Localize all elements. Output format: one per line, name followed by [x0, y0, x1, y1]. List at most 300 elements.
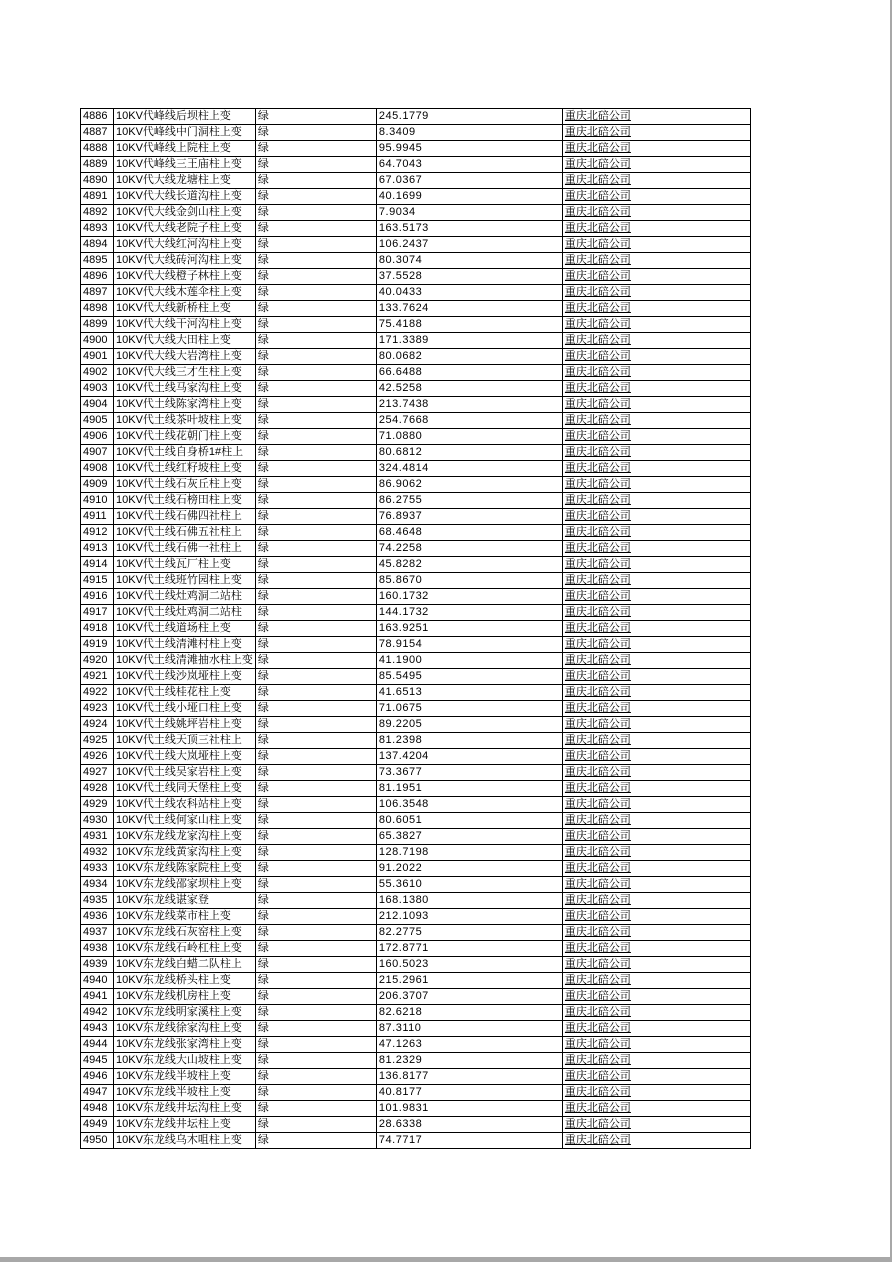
cell-line-name: 10KV代土线石佛五社柱上 — [114, 525, 256, 541]
cell-company: 重庆北碚公司 — [562, 893, 750, 909]
cell-row-number: 4924 — [81, 717, 114, 733]
cell-load-value: 106.3548 — [376, 797, 562, 813]
cell-company: 重庆北碚公司 — [562, 109, 750, 125]
cell-row-number: 4887 — [81, 125, 114, 141]
table-row — [81, 109, 751, 125]
cell-load-value: 133.7624 — [376, 301, 562, 317]
cell-load-value: 254.7668 — [376, 413, 562, 429]
cell-load-value: 160.5023 — [376, 957, 562, 973]
cell-load-value: 144.1732 — [376, 605, 562, 621]
cell-line-name: 10KV代大线金剑山柱上变 — [114, 205, 256, 221]
cell-line-name: 10KV代土线马家沟柱上变 — [114, 381, 256, 397]
table-row — [81, 621, 751, 637]
table-row — [81, 1085, 751, 1101]
cell-row-number: 4907 — [81, 445, 114, 461]
cell-load-value: 40.0433 — [376, 285, 562, 301]
cell-row-number: 4893 — [81, 221, 114, 237]
cell-company: 重庆北碚公司 — [562, 877, 750, 893]
cell-status: 绿 — [255, 285, 376, 301]
cell-company: 重庆北碚公司 — [562, 461, 750, 477]
cell-row-number: 4947 — [81, 1085, 114, 1101]
table-row — [81, 1037, 751, 1053]
cell-line-name: 10KV代土线红籽坡柱上变 — [114, 461, 256, 477]
table-row — [81, 765, 751, 781]
cell-company: 重庆北碚公司 — [562, 845, 750, 861]
cell-load-value: 80.3074 — [376, 253, 562, 269]
cell-row-number: 4901 — [81, 349, 114, 365]
cell-row-number: 4928 — [81, 781, 114, 797]
table-row — [81, 637, 751, 653]
cell-line-name: 10KV代土线石佛四社柱上 — [114, 509, 256, 525]
cell-status: 绿 — [255, 637, 376, 653]
table-row — [81, 733, 751, 749]
table-row — [81, 397, 751, 413]
cell-line-name: 10KV代土线班竹园柱上变 — [114, 573, 256, 589]
cell-status: 绿 — [255, 1069, 376, 1085]
cell-status: 绿 — [255, 317, 376, 333]
cell-status: 绿 — [255, 861, 376, 877]
cell-load-value: 212.1093 — [376, 909, 562, 925]
cell-company: 重庆北碚公司 — [562, 653, 750, 669]
cell-line-name: 10KV东龙线龙家沟柱上变 — [114, 829, 256, 845]
cell-line-name: 10KV代峰线三王庙柱上变 — [114, 157, 256, 173]
cell-company: 重庆北碚公司 — [562, 221, 750, 237]
cell-load-value: 82.6218 — [376, 1005, 562, 1021]
cell-row-number: 4940 — [81, 973, 114, 989]
cell-load-value: 81.2329 — [376, 1053, 562, 1069]
cell-row-number: 4899 — [81, 317, 114, 333]
cell-company: 重庆北碚公司 — [562, 365, 750, 381]
cell-status: 绿 — [255, 349, 376, 365]
table-row — [81, 973, 751, 989]
cell-line-name: 10KV代大线长道沟柱上变 — [114, 189, 256, 205]
cell-status: 绿 — [255, 445, 376, 461]
cell-company: 重庆北碚公司 — [562, 493, 750, 509]
table-row — [81, 381, 751, 397]
table-row — [81, 253, 751, 269]
cell-company: 重庆北碚公司 — [562, 973, 750, 989]
cell-line-name: 10KV代土线吴家岩柱上变 — [114, 765, 256, 781]
cell-status: 绿 — [255, 1117, 376, 1133]
cell-company: 重庆北碚公司 — [562, 989, 750, 1005]
cell-row-number: 4949 — [81, 1117, 114, 1133]
cell-row-number: 4950 — [81, 1133, 114, 1149]
cell-row-number: 4913 — [81, 541, 114, 557]
cell-company: 重庆北碚公司 — [562, 1037, 750, 1053]
cell-company: 重庆北碚公司 — [562, 669, 750, 685]
table-row — [81, 701, 751, 717]
cell-company: 重庆北碚公司 — [562, 557, 750, 573]
cell-line-name: 10KV代大线新桥柱上变 — [114, 301, 256, 317]
cell-row-number: 4933 — [81, 861, 114, 877]
table-row — [81, 269, 751, 285]
cell-company: 重庆北碚公司 — [562, 733, 750, 749]
cell-status: 绿 — [255, 685, 376, 701]
cell-line-name: 10KV代大线橙子林柱上变 — [114, 269, 256, 285]
cell-company: 重庆北碚公司 — [562, 1005, 750, 1021]
cell-company: 重庆北碚公司 — [562, 797, 750, 813]
table-row — [81, 1117, 751, 1133]
cell-load-value: 168.1380 — [376, 893, 562, 909]
cell-status: 绿 — [255, 669, 376, 685]
table-row — [81, 221, 751, 237]
cell-status: 绿 — [255, 973, 376, 989]
cell-load-value: 85.8670 — [376, 573, 562, 589]
table-row — [81, 1133, 751, 1149]
table-row — [81, 557, 751, 573]
cell-company: 重庆北碚公司 — [562, 429, 750, 445]
table-row — [81, 877, 751, 893]
cell-load-value: 71.0675 — [376, 701, 562, 717]
cell-line-name: 10KV代土线清滩村柱上变 — [114, 637, 256, 653]
cell-company: 重庆北碚公司 — [562, 813, 750, 829]
cell-line-name: 10KV代土线瓦厂柱上变 — [114, 557, 256, 573]
cell-load-value: 55.3610 — [376, 877, 562, 893]
cell-company: 重庆北碚公司 — [562, 317, 750, 333]
cell-row-number: 4906 — [81, 429, 114, 445]
cell-row-number: 4935 — [81, 893, 114, 909]
cell-company: 重庆北碚公司 — [562, 1117, 750, 1133]
cell-row-number: 4912 — [81, 525, 114, 541]
table-row — [81, 1053, 751, 1069]
cell-company: 重庆北碚公司 — [562, 765, 750, 781]
cell-row-number: 4942 — [81, 1005, 114, 1021]
table-row — [81, 861, 751, 877]
cell-line-name: 10KV东龙线乌木咀柱上变 — [114, 1133, 256, 1149]
table-row — [81, 205, 751, 221]
cell-row-number: 4925 — [81, 733, 114, 749]
cell-row-number: 4919 — [81, 637, 114, 653]
cell-line-name: 10KV代大线砖河沟柱上变 — [114, 253, 256, 269]
cell-load-value: 101.9831 — [376, 1101, 562, 1117]
cell-status: 绿 — [255, 333, 376, 349]
cell-status: 绿 — [255, 925, 376, 941]
cell-load-value: 86.9062 — [376, 477, 562, 493]
cell-load-value: 85.5495 — [376, 669, 562, 685]
cell-load-value: 74.2258 — [376, 541, 562, 557]
cell-line-name: 10KV代大线红河沟柱上变 — [114, 237, 256, 253]
cell-status: 绿 — [255, 237, 376, 253]
cell-row-number: 4898 — [81, 301, 114, 317]
cell-status: 绿 — [255, 989, 376, 1005]
cell-status: 绿 — [255, 1133, 376, 1149]
cell-row-number: 4943 — [81, 1021, 114, 1037]
cell-line-name: 10KV东龙线谌家登 — [114, 893, 256, 909]
cell-row-number: 4897 — [81, 285, 114, 301]
cell-load-value: 41.6513 — [376, 685, 562, 701]
cell-status: 绿 — [255, 589, 376, 605]
cell-company: 重庆北碚公司 — [562, 381, 750, 397]
table-row — [81, 413, 751, 429]
cell-company: 重庆北碚公司 — [562, 941, 750, 957]
cell-line-name: 10KV代土线大岚垭柱上变 — [114, 749, 256, 765]
cell-status: 绿 — [255, 1005, 376, 1021]
cell-status: 绿 — [255, 365, 376, 381]
cell-line-name: 10KV代大线大田柱上变 — [114, 333, 256, 349]
cell-line-name: 10KV东龙线井坛柱上变 — [114, 1117, 256, 1133]
cell-company: 重庆北碚公司 — [562, 781, 750, 797]
cell-line-name: 10KV东龙线菜市柱上变 — [114, 909, 256, 925]
cell-company: 重庆北碚公司 — [562, 413, 750, 429]
cell-line-name: 10KV东龙线张家湾柱上变 — [114, 1037, 256, 1053]
cell-line-name: 10KV东龙线明家溪柱上变 — [114, 1005, 256, 1021]
cell-status: 绿 — [255, 189, 376, 205]
table-row — [81, 429, 751, 445]
cell-company: 重庆北碚公司 — [562, 1053, 750, 1069]
table-row — [81, 1021, 751, 1037]
cell-status: 绿 — [255, 797, 376, 813]
cell-company: 重庆北碚公司 — [562, 205, 750, 221]
table-row — [81, 157, 751, 173]
cell-load-value: 75.4188 — [376, 317, 562, 333]
cell-company: 重庆北碚公司 — [562, 589, 750, 605]
table-row — [81, 989, 751, 1005]
cell-company: 重庆北碚公司 — [562, 1021, 750, 1037]
cell-company: 重庆北碚公司 — [562, 1133, 750, 1149]
table-row — [81, 813, 751, 829]
cell-line-name: 10KV代土线天顶三社柱上 — [114, 733, 256, 749]
cell-status: 绿 — [255, 845, 376, 861]
cell-row-number: 4902 — [81, 365, 114, 381]
table-row — [81, 605, 751, 621]
table-row — [81, 893, 751, 909]
cell-load-value: 89.2205 — [376, 717, 562, 733]
cell-row-number: 4896 — [81, 269, 114, 285]
cell-status: 绿 — [255, 397, 376, 413]
cell-status: 绿 — [255, 141, 376, 157]
cell-line-name: 10KV代土线陈家湾柱上变 — [114, 397, 256, 413]
cell-load-value: 81.1951 — [376, 781, 562, 797]
cell-line-name: 10KV代大线三才生柱上变 — [114, 365, 256, 381]
cell-line-name: 10KV东龙线黄家沟柱上变 — [114, 845, 256, 861]
cell-company: 重庆北碚公司 — [562, 509, 750, 525]
power-line-table — [80, 108, 751, 1149]
cell-line-name: 10KV代土线石灰丘柱上变 — [114, 477, 256, 493]
cell-status: 绿 — [255, 429, 376, 445]
table-row — [81, 333, 751, 349]
table-row — [81, 301, 751, 317]
table-row — [81, 1101, 751, 1117]
cell-line-name: 10KV代峰线中门洞柱上变 — [114, 125, 256, 141]
cell-company: 重庆北碚公司 — [562, 1069, 750, 1085]
cell-company: 重庆北碚公司 — [562, 301, 750, 317]
table-row — [81, 365, 751, 381]
cell-load-value: 7.9034 — [376, 205, 562, 221]
table-row — [81, 653, 751, 669]
cell-line-name: 10KV代土线石榜田柱上变 — [114, 493, 256, 509]
cell-load-value: 67.0367 — [376, 173, 562, 189]
cell-company: 重庆北碚公司 — [562, 333, 750, 349]
cell-company: 重庆北碚公司 — [562, 621, 750, 637]
cell-company: 重庆北碚公司 — [562, 605, 750, 621]
cell-row-number: 4948 — [81, 1101, 114, 1117]
cell-company: 重庆北碚公司 — [562, 1101, 750, 1117]
cell-company: 重庆北碚公司 — [562, 237, 750, 253]
table-row — [81, 1005, 751, 1021]
cell-line-name: 10KV代峰线上院柱上变 — [114, 141, 256, 157]
cell-status: 绿 — [255, 525, 376, 541]
cell-load-value: 91.2022 — [376, 861, 562, 877]
cell-row-number: 4937 — [81, 925, 114, 941]
table-row — [81, 685, 751, 701]
cell-company: 重庆北碚公司 — [562, 525, 750, 541]
cell-row-number: 4891 — [81, 189, 114, 205]
cell-row-number: 4909 — [81, 477, 114, 493]
cell-row-number: 4926 — [81, 749, 114, 765]
cell-company: 重庆北碚公司 — [562, 477, 750, 493]
cell-status: 绿 — [255, 781, 376, 797]
table-row — [81, 845, 751, 861]
table-row — [81, 957, 751, 973]
cell-load-value: 206.3707 — [376, 989, 562, 1005]
cell-status: 绿 — [255, 701, 376, 717]
cell-row-number: 4927 — [81, 765, 114, 781]
cell-company: 重庆北碚公司 — [562, 717, 750, 733]
cell-load-value: 80.6051 — [376, 813, 562, 829]
cell-load-value: 213.7438 — [376, 397, 562, 413]
cell-company: 重庆北碚公司 — [562, 269, 750, 285]
cell-row-number: 4890 — [81, 173, 114, 189]
cell-line-name: 10KV代土线小垭口柱上变 — [114, 701, 256, 717]
cell-company: 重庆北碚公司 — [562, 829, 750, 845]
cell-row-number: 4908 — [81, 461, 114, 477]
cell-load-value: 171.3389 — [376, 333, 562, 349]
cell-row-number: 4920 — [81, 653, 114, 669]
cell-row-number: 4911 — [81, 509, 114, 525]
cell-status: 绿 — [255, 557, 376, 573]
cell-line-name: 10KV代大线龙塘柱上变 — [114, 173, 256, 189]
table-row — [81, 925, 751, 941]
cell-load-value: 82.2775 — [376, 925, 562, 941]
cell-company: 重庆北碚公司 — [562, 861, 750, 877]
table-row — [81, 1069, 751, 1085]
cell-status: 绿 — [255, 221, 376, 237]
cell-status: 绿 — [255, 829, 376, 845]
cell-status: 绿 — [255, 813, 376, 829]
cell-status: 绿 — [255, 477, 376, 493]
cell-company: 重庆北碚公司 — [562, 909, 750, 925]
cell-load-value: 71.0880 — [376, 429, 562, 445]
cell-status: 绿 — [255, 957, 376, 973]
cell-load-value: 42.5258 — [376, 381, 562, 397]
table-row — [81, 509, 751, 525]
cell-company: 重庆北碚公司 — [562, 349, 750, 365]
cell-row-number: 4900 — [81, 333, 114, 349]
cell-row-number: 4945 — [81, 1053, 114, 1069]
cell-company: 重庆北碚公司 — [562, 189, 750, 205]
cell-load-value: 81.2398 — [376, 733, 562, 749]
cell-status: 绿 — [255, 157, 376, 173]
cell-row-number: 4939 — [81, 957, 114, 973]
cell-status: 绿 — [255, 461, 376, 477]
cell-load-value: 47.1263 — [376, 1037, 562, 1053]
cell-status: 绿 — [255, 381, 376, 397]
cell-row-number: 4904 — [81, 397, 114, 413]
cell-row-number: 4915 — [81, 573, 114, 589]
cell-load-value: 86.2755 — [376, 493, 562, 509]
cell-load-value: 40.1699 — [376, 189, 562, 205]
table-row — [81, 541, 751, 557]
cell-status: 绿 — [255, 413, 376, 429]
cell-load-value: 80.6812 — [376, 445, 562, 461]
cell-line-name: 10KV代土线花朝门柱上变 — [114, 429, 256, 445]
cell-load-value: 45.8282 — [376, 557, 562, 573]
cell-load-value: 160.1732 — [376, 589, 562, 605]
cell-row-number: 4916 — [81, 589, 114, 605]
cell-status: 绿 — [255, 173, 376, 189]
cell-load-value: 172.8771 — [376, 941, 562, 957]
cell-line-name: 10KV代大线大岩湾柱上变 — [114, 349, 256, 365]
cell-status: 绿 — [255, 893, 376, 909]
cell-row-number: 4914 — [81, 557, 114, 573]
cell-line-name: 10KV代土线农科站柱上变 — [114, 797, 256, 813]
cell-company: 重庆北碚公司 — [562, 173, 750, 189]
cell-load-value: 28.6338 — [376, 1117, 562, 1133]
table-row — [81, 237, 751, 253]
table-row — [81, 717, 751, 733]
cell-line-name: 10KV东龙线桥头柱上变 — [114, 973, 256, 989]
cell-row-number: 4886 — [81, 109, 114, 125]
cell-line-name: 10KV代大线老院子柱上变 — [114, 221, 256, 237]
cell-line-name: 10KV东龙线大山坡柱上变 — [114, 1053, 256, 1069]
cell-line-name: 10KV东龙线半坡柱上变 — [114, 1085, 256, 1101]
cell-company: 重庆北碚公司 — [562, 573, 750, 589]
cell-load-value: 73.3677 — [376, 765, 562, 781]
table-row — [81, 829, 751, 845]
cell-company: 重庆北碚公司 — [562, 925, 750, 941]
cell-status: 绿 — [255, 653, 376, 669]
cell-load-value: 78.9154 — [376, 637, 562, 653]
cell-line-name: 10KV代土线何家山柱上变 — [114, 813, 256, 829]
cell-load-value: 128.7198 — [376, 845, 562, 861]
cell-company: 重庆北碚公司 — [562, 957, 750, 973]
cell-line-name: 10KV东龙线石岭杠柱上变 — [114, 941, 256, 957]
table-row — [81, 173, 751, 189]
cell-load-value: 40.8177 — [376, 1085, 562, 1101]
table-row — [81, 349, 751, 365]
cell-load-value: 95.9945 — [376, 141, 562, 157]
table-row — [81, 477, 751, 493]
cell-row-number: 4929 — [81, 797, 114, 813]
cell-company: 重庆北碚公司 — [562, 1085, 750, 1101]
cell-row-number: 4944 — [81, 1037, 114, 1053]
cell-line-name: 10KV代土线清滩抽水柱上变 — [114, 653, 256, 669]
cell-row-number: 4892 — [81, 205, 114, 221]
cell-status: 绿 — [255, 269, 376, 285]
cell-company: 重庆北碚公司 — [562, 445, 750, 461]
cell-company: 重庆北碚公司 — [562, 749, 750, 765]
cell-status: 绿 — [255, 541, 376, 557]
table-row — [81, 317, 751, 333]
cell-load-value: 80.0682 — [376, 349, 562, 365]
cell-load-value: 215.2961 — [376, 973, 562, 989]
cell-status: 绿 — [255, 765, 376, 781]
cell-line-name: 10KV代土线姚坪岩柱上变 — [114, 717, 256, 733]
table-row — [81, 189, 751, 205]
cell-company: 重庆北碚公司 — [562, 125, 750, 141]
cell-load-value: 74.7717 — [376, 1133, 562, 1149]
cell-status: 绿 — [255, 509, 376, 525]
table-row — [81, 797, 751, 813]
table-row — [81, 589, 751, 605]
cell-row-number: 4905 — [81, 413, 114, 429]
cell-company: 重庆北碚公司 — [562, 541, 750, 557]
cell-row-number: 4894 — [81, 237, 114, 253]
cell-line-name: 10KV代土线道场柱上变 — [114, 621, 256, 637]
cell-status: 绿 — [255, 733, 376, 749]
cell-status: 绿 — [255, 621, 376, 637]
cell-row-number: 4918 — [81, 621, 114, 637]
